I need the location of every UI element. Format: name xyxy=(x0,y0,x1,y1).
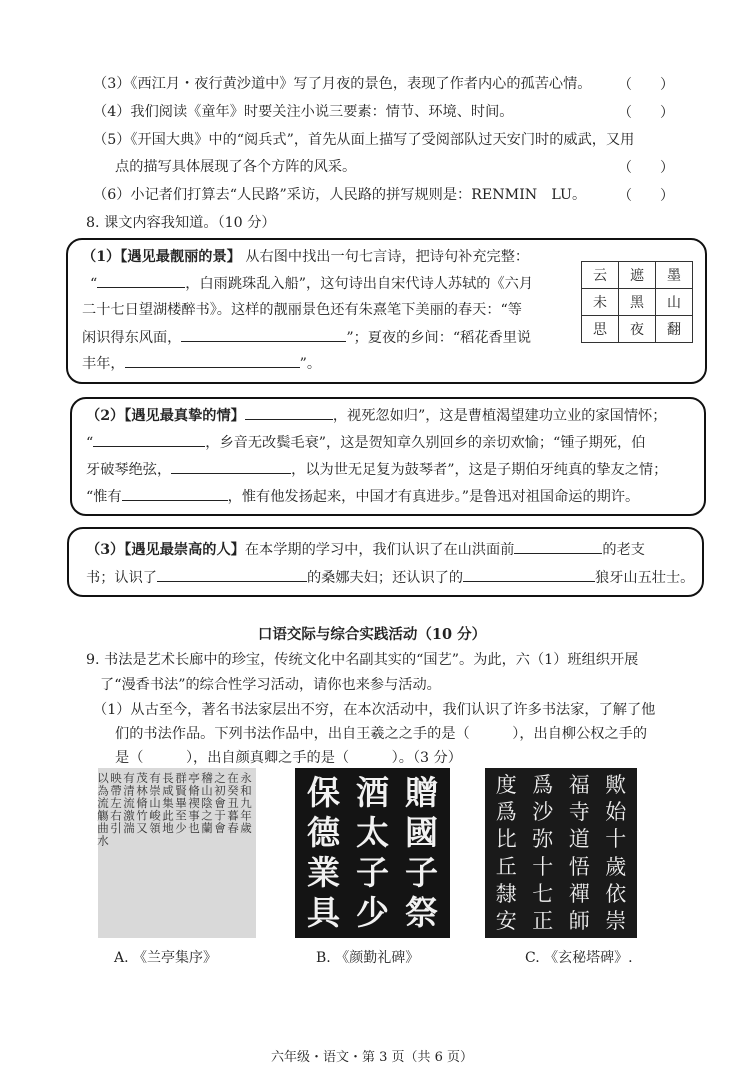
q9-line2: 了“漫香书法”的综合性学习活动，请你也来参与活动。 xyxy=(100,677,441,693)
q8-part1-text: ”。 xyxy=(299,356,322,372)
artwork-c-char: 寺 xyxy=(568,800,590,825)
artwork-c-char: 丘 xyxy=(495,854,517,879)
q8-part1-text: ”；夏夜的乡间：“稻花香里说 xyxy=(346,330,532,346)
q8-part2-line4 xyxy=(86,486,639,507)
artwork-a-column: 之初會于會 xyxy=(213,772,227,835)
q8-part2-text: ，以为世无足复为鼓琴者”，这是子期伯牙纯真的挚友之情； xyxy=(291,462,668,478)
q8-part1-text: ，白雨跳珠乱入船”，这句诗出自宋代诗人苏轼的《六月 xyxy=(185,276,534,292)
artwork-c-char: 沙 xyxy=(532,800,554,825)
page-footer: 六年级・语文・第 3 页（共 6 页） xyxy=(270,1050,474,1065)
artwork-c-column xyxy=(525,772,562,934)
grid-cell: 墨 xyxy=(656,262,693,289)
artwork-c-char: 七 xyxy=(532,881,554,906)
artwork-b-caption: B. 《颜勤礼碑》 xyxy=(316,950,420,966)
blank-poem-1[interactable] xyxy=(97,273,185,288)
artwork-c-char: 始 xyxy=(605,800,627,825)
judge-item-5-cont: 点的描写具体展现了各个方阵的风采。 xyxy=(115,159,357,175)
artwork-a-column: 稽山陰之蘭 xyxy=(200,772,214,835)
q8-part2-text: ，视死忽如归”，这是曹植渴望建功立业的家国情怀； xyxy=(332,408,667,424)
q8-part3-text: 狼牙山五壮士。 xyxy=(595,570,695,586)
artwork-a-column: 亭脩禊事也 xyxy=(187,772,201,835)
char-grid xyxy=(581,261,693,343)
blank-love-2[interactable] xyxy=(93,432,205,447)
artwork-b-char: 國 xyxy=(405,813,438,852)
blank-love-4[interactable] xyxy=(122,486,228,501)
artwork-c-caption: C. 《玄秘塔碑》. xyxy=(525,950,633,966)
q8-part3-text: 书；认识了 xyxy=(86,570,157,586)
artwork-a-column: 有崇山峻領 xyxy=(148,772,162,835)
artwork-a-column: 永和九年歲 xyxy=(239,772,253,835)
artwork-b-char: 德 xyxy=(307,813,340,852)
q8-part2-text: ，惟有他发扬起来，中国才有真进步。”是鲁迅对祖国命运的期许。 xyxy=(227,489,640,505)
q8-part1-line3: 二十七日望湖楼醉书》。这样的靓丽景色还有朱熹笔下美丽的春天：“等 xyxy=(82,302,522,318)
artwork-a-column: 長咸集此地 xyxy=(161,772,175,835)
artwork-c-char: 正 xyxy=(532,908,554,933)
grid-cell: 山 xyxy=(656,289,693,316)
artwork-c-char: 弥 xyxy=(532,827,554,852)
artwork-c-char: 禪 xyxy=(568,881,590,906)
artwork-b-char: 少 xyxy=(356,893,389,932)
open-quote: “ xyxy=(86,435,94,451)
artwork-a-column: 茂林脩竹又 xyxy=(135,772,149,835)
artwork-a-image xyxy=(98,768,256,938)
blank-poem-2[interactable] xyxy=(181,327,346,342)
artwork-b-column xyxy=(348,774,397,932)
artwork-c-char: 依 xyxy=(605,881,627,906)
grid-cell: 思 xyxy=(582,316,619,343)
grid-cell: 黑 xyxy=(619,289,656,316)
blank-love-3[interactable] xyxy=(171,459,291,474)
q9-sub1-line2: 们的书法作品。下列书法作品中，出自王羲之之手的是（ ），出自柳公权之手的 xyxy=(115,726,648,742)
q8-part2-text: “惟有 xyxy=(86,489,122,505)
artwork-a-column: 以為流觴曲水 xyxy=(96,772,110,847)
blank-hero-3[interactable] xyxy=(463,567,595,582)
artwork-b-column xyxy=(397,774,446,932)
q9-sub1-line3: 是（ ），出自颜真卿之手的是（ ）。（3 分） xyxy=(115,750,462,766)
grid-cell: 遮 xyxy=(619,262,656,289)
artwork-c-column xyxy=(598,772,635,934)
artwork-c-image xyxy=(485,768,637,938)
artwork-a-column: 有清流激湍 xyxy=(122,772,136,835)
artwork-b-column xyxy=(299,774,348,932)
artwork-c-char: 安 xyxy=(495,908,517,933)
artwork-c-char: 比 xyxy=(495,827,517,852)
q8-part3-text: 在本学期的学习中，我们认识了在山洪面前 xyxy=(244,542,515,558)
judge-item-3: （3）《西江月・夜行黄沙道中》写了月夜的景色，表现了作者内心的孤苦心情。 xyxy=(93,76,592,92)
artwork-a-column: 群賢畢至少 xyxy=(174,772,188,835)
artwork-c-char: 十 xyxy=(605,827,627,852)
q8-part2-line3 xyxy=(86,459,667,480)
artwork-a-column: 在癸丑暮春 xyxy=(226,772,240,835)
grid-cell: 云 xyxy=(582,262,619,289)
artwork-c-char: 隸 xyxy=(495,881,517,906)
q8-part1-text: 丰年， xyxy=(82,356,125,372)
judge-item-6: （6）小记者们打算去“人民路”采访，人民路的拼写规则是：RENMIN LU。 xyxy=(93,187,587,203)
artwork-a-column: 映帶左右引 xyxy=(109,772,123,835)
blank-hero-2[interactable] xyxy=(157,567,307,582)
q9-sub1-line1: （1）从古至今，著名书法家层出不穷，在本次活动中，我们认识了许多书法家，了解了他 xyxy=(93,702,656,718)
judge-paren-4[interactable]: （ ） xyxy=(618,105,674,121)
artwork-b-char: 酒 xyxy=(356,773,389,812)
q8-part1-line2 xyxy=(90,273,533,294)
q8-part1-line1 xyxy=(82,247,529,267)
q8-part3-line2 xyxy=(86,567,694,588)
section-title: 口语交际与综合实践活动（10 分） xyxy=(257,626,487,643)
artwork-b-char: 子 xyxy=(405,853,438,892)
blank-hero-1[interactable] xyxy=(514,539,602,554)
artwork-b-char: 祭 xyxy=(405,893,438,932)
artwork-b-char: 業 xyxy=(307,853,340,892)
q8-part3-label: （3）【遇见最崇高的人】 xyxy=(86,542,245,558)
q8-part1-label: （1）【遇见最靓丽的景】 xyxy=(82,249,241,265)
artwork-b-char: 太 xyxy=(356,813,389,852)
blank-poem-3[interactable] xyxy=(125,353,300,368)
q9-line1: 9. 书法是艺术长廊中的珍宝，传统文化中名副其实的“国艺”。为此，六（1）班组织开展 xyxy=(86,652,639,668)
artwork-c-char: 歲 xyxy=(605,854,627,879)
blank-love-1[interactable] xyxy=(245,405,333,420)
q8-part3-text: 的桑娜夫妇；还认识了的 xyxy=(306,570,464,586)
artwork-b-char: 贈 xyxy=(405,773,438,812)
judge-paren-3[interactable]: （ ） xyxy=(618,77,674,93)
artwork-c-char: 爲 xyxy=(495,800,517,825)
grid-cell: 未 xyxy=(582,289,619,316)
q8-part1-line5 xyxy=(82,353,321,374)
artwork-c-char: 爲 xyxy=(532,773,554,797)
q8-part3-text: 的老支 xyxy=(602,542,645,558)
q8-title: 8. 课文内容我知道。（10 分） xyxy=(86,215,276,231)
q8-part1-lead: 从右图中找出一句七言诗，把诗句补充完整： xyxy=(245,249,530,265)
artwork-c-char: 十 xyxy=(532,854,554,879)
q8-part1-text: 闲识得东风面， xyxy=(82,330,182,346)
artwork-c-char: 歟 xyxy=(605,773,627,797)
judge-paren-5[interactable]: （ ） xyxy=(618,160,674,176)
artwork-a-caption: A. 《兰亭集序》 xyxy=(114,950,218,966)
judge-paren-6[interactable]: （ ） xyxy=(618,188,674,204)
artwork-b-char: 保 xyxy=(307,773,340,812)
q8-part2-text: 牙破琴绝弦， xyxy=(86,462,172,478)
judge-item-5: （5）《开国大典》中的“阅兵式”，首先从面上描写了受阅部队过天安门时的威武，又用 xyxy=(93,132,635,148)
artwork-c-column xyxy=(488,772,525,934)
grid-cell: 翻 xyxy=(656,316,693,343)
artwork-b-image xyxy=(295,768,450,938)
artwork-b-char: 子 xyxy=(356,853,389,892)
artwork-c-char: 師 xyxy=(568,908,590,933)
artwork-b-char: 具 xyxy=(307,893,340,932)
grid-cell: 夜 xyxy=(619,316,656,343)
q8-part3-line1 xyxy=(86,539,645,560)
artwork-c-char: 悟 xyxy=(568,854,590,879)
artwork-c-column xyxy=(561,772,598,934)
judge-item-4: （4）我们阅读《童年》时要关注小说三要素：情节、环境、时间。 xyxy=(93,104,514,120)
open-quote: “ xyxy=(90,276,98,292)
artwork-c-char: 崇 xyxy=(605,908,627,933)
q8-part2-text: ，乡音无改鬓毛衰”，这是贺知章久别回乡的亲切欢愉；“锺子期死，伯 xyxy=(205,435,646,451)
q8-part2-line1 xyxy=(86,405,666,426)
artwork-c-char: 道 xyxy=(568,827,590,852)
q8-part2-label: （2）【遇见最真挚的情】 xyxy=(86,408,245,424)
artwork-c-char: 福 xyxy=(568,773,590,797)
artwork-c-char: 度 xyxy=(495,773,517,797)
q8-part2-line2 xyxy=(86,432,645,453)
q8-part1-line4 xyxy=(82,327,531,348)
